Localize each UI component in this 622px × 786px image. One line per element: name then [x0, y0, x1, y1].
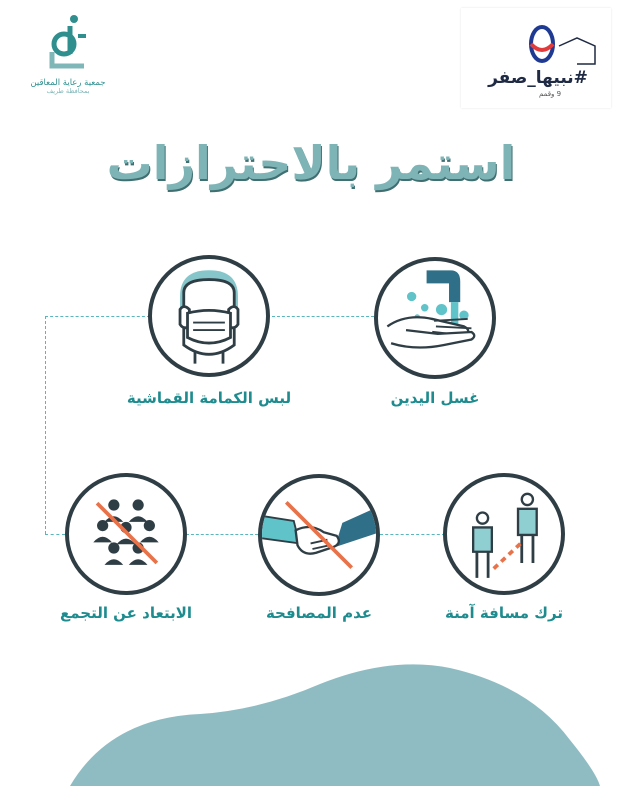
page-title: استمر بالاحترازات [106, 136, 516, 190]
no-gathering-icon [69, 477, 183, 591]
organization-subtitle: بمحافظة طريف [46, 87, 90, 96]
association-logo-icon [38, 14, 98, 72]
connector-line [186, 534, 258, 535]
safe-distance-icon [447, 477, 561, 591]
no-handshake-circle [258, 474, 380, 596]
organization-logo [18, 14, 118, 106]
connector-line [45, 316, 150, 317]
zero-ring-icon [525, 22, 559, 66]
house-outline-icon [557, 36, 597, 66]
campaign-hashtag: #نبيها_صفر [488, 68, 588, 88]
campaign-tagline: 9 وقمم [539, 90, 562, 98]
measure-label: الابتعاد عن التجمع [59, 604, 193, 622]
campaign-logo [461, 8, 611, 108]
measure-label: ترك مسافة آمنة [445, 604, 563, 622]
safe-distance-circle [443, 473, 565, 595]
hand-washing-icon [378, 261, 492, 375]
no-handshake-icon [262, 478, 376, 592]
connector-line [272, 316, 374, 317]
face-mask-icon [152, 259, 266, 373]
connector-line [45, 534, 65, 535]
measure-label: عدم المصافحة [265, 604, 373, 622]
hand-washing-circle [374, 257, 496, 379]
face-mask-circle [148, 255, 270, 377]
connector-line [45, 316, 46, 534]
organization-name: جمعية رعاية المعاقين [30, 78, 106, 88]
no-gathering-circle [65, 473, 187, 595]
connector-line [380, 534, 445, 535]
measure-label: غسل اليدين [390, 389, 480, 407]
decorative-wave [0, 640, 622, 786]
measure-label: لبس الكمامة القماشية [126, 389, 292, 407]
